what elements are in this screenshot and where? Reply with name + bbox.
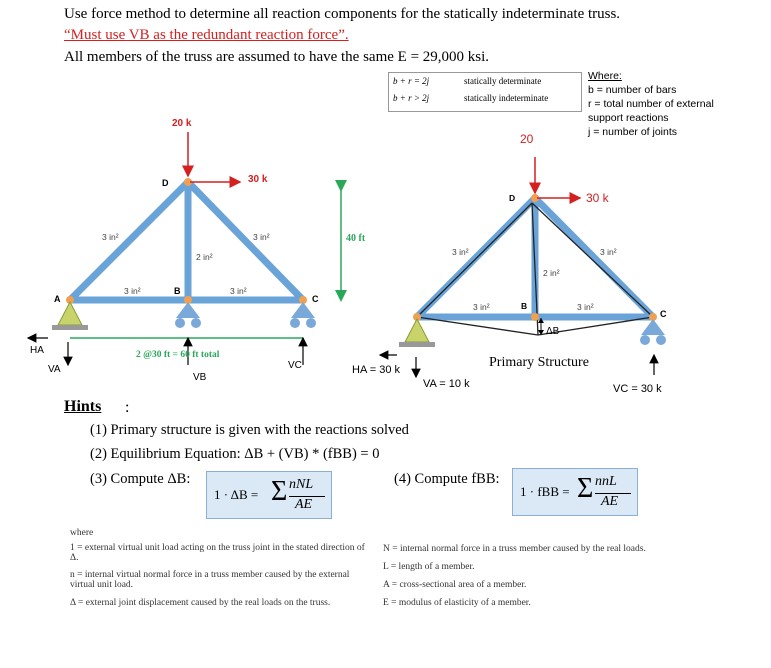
- formula1-denominator: AE: [295, 497, 313, 512]
- hint-item-4: (4) Compute fBB:: [394, 471, 500, 487]
- formula2-numerator: nnL: [595, 474, 617, 489]
- definition-delta: Δ = external joint displacement caused by the real loads on the truss.: [70, 598, 331, 608]
- span-label: 2 @30 ft = 60 ft total: [136, 350, 220, 360]
- hint-item-3: (3) Compute ΔB:: [90, 471, 191, 487]
- primary-reaction-label-VC: VC = 30 k: [613, 383, 662, 395]
- height-label: 40 ft: [346, 233, 366, 244]
- formula-box-f-BB: [512, 468, 638, 516]
- roller-wheel-B2: [191, 318, 201, 328]
- primary-node-label-D: D: [509, 193, 516, 203]
- reaction-label-VB: VB: [193, 372, 207, 383]
- primary-reaction-label-HA: HA = 30 k: [352, 364, 401, 376]
- primary-node-label-C: C: [660, 309, 667, 319]
- original-truss-diagram: [0, 110, 380, 390]
- primary-roller-wheel-C2: [656, 335, 666, 345]
- formula1-numerator: nNL: [289, 477, 314, 492]
- formula2-sum-sign: Σ: [577, 473, 594, 504]
- roller-support-C: [291, 302, 315, 318]
- roller-wheel-C1: [290, 318, 300, 328]
- where-line-r2: support reactions: [588, 112, 669, 124]
- determinate-equation: b + r = 2j: [393, 76, 430, 86]
- area-label-vertical: 2 in²: [196, 252, 213, 262]
- load-label-20k: 20 k: [172, 118, 192, 129]
- node-label-A: A: [54, 294, 61, 304]
- problem-statement-line3: All members of the truss are assumed to have the same E = 29,000 ksi.: [64, 49, 490, 65]
- determinate-label: statically determinate: [464, 76, 542, 86]
- primary-node-label-B: B: [521, 301, 528, 311]
- definition-L: L = length of a member.: [383, 562, 475, 572]
- primary-area-bottom-right: 3 in²: [577, 302, 594, 312]
- formula2-lhs: 1 · fBB =: [520, 484, 570, 499]
- indeterminate-equation: b + r > 2j: [393, 93, 430, 103]
- primary-joint-B: [531, 313, 539, 321]
- definitions-where: where: [70, 528, 94, 538]
- node-label-C: C: [312, 294, 319, 304]
- node-label-B: B: [174, 286, 181, 296]
- pin-support-A: [58, 302, 82, 325]
- definition-n: n = internal virtual normal force in a truss member caused by the external virtual unit load.: [70, 570, 350, 590]
- primary-ground-A: [399, 342, 435, 347]
- formula2-denominator: AE: [601, 494, 619, 509]
- area-label-left-diagonal: 3 in²: [102, 232, 119, 242]
- load-label-30k: 30 k: [248, 174, 268, 185]
- where-line-j: j = number of joints: [588, 126, 678, 138]
- ground-A: [52, 325, 88, 330]
- definition-unit-load: 1 = external virtual unit load acting on the truss joint in the stated direction of Δ.: [70, 543, 365, 563]
- where-line-b: b = number of bars: [588, 84, 677, 96]
- formula1-sum-sign: Σ: [271, 476, 288, 507]
- hints-title: Hints: [64, 398, 102, 415]
- area-label-bottom-left: 3 in²: [124, 286, 141, 296]
- primary-load-label-20: 20: [520, 132, 534, 146]
- primary-structure-title: Primary Structure: [489, 355, 589, 370]
- roller-wheel-B1: [175, 318, 185, 328]
- where-title: Where:: [588, 70, 622, 82]
- primary-roller-wheel-C1: [640, 335, 650, 345]
- hint-item-2: (2) Equilibrium Equation: ΔB + (VB) * (fBB) = 0: [90, 446, 380, 462]
- primary-area-left-diagonal: 3 in²: [452, 247, 469, 257]
- hint-item-1: (1) Primary structure is given with the reactions solved: [90, 422, 409, 438]
- primary-area-right-diagonal: 3 in²: [600, 247, 617, 257]
- problem-statement-line2: “Must use VB as the redundant reaction force”.: [64, 27, 349, 43]
- primary-area-bottom-left: 3 in²: [473, 302, 490, 312]
- primary-pin-support-A: [405, 319, 429, 342]
- reaction-label-VC: VC: [288, 360, 302, 371]
- where-line-r: r = total number of external: [588, 98, 714, 110]
- area-label-right-diagonal: 3 in²: [253, 232, 270, 242]
- primary-roller-support-C: [641, 319, 665, 335]
- roller-wheel-C2: [306, 318, 316, 328]
- primary-area-vertical: 2 in²: [543, 268, 560, 278]
- node-label-D: D: [162, 178, 169, 188]
- delta-B-label: ΔB: [546, 326, 560, 337]
- roller-support-B: [176, 302, 200, 318]
- reaction-label-HA: HA: [30, 345, 44, 356]
- primary-load-label-30k: 30 k: [586, 191, 609, 205]
- indeterminate-label: statically indeterminate: [464, 93, 549, 103]
- hints-colon: :: [125, 399, 130, 416]
- formula1-lhs: 1 · ΔB =: [214, 487, 259, 502]
- definition-A: A = cross-sectional area of a member.: [383, 580, 527, 590]
- reaction-label-VA: VA: [48, 364, 61, 375]
- primary-reaction-label-VA: VA = 10 k: [423, 378, 470, 390]
- formula-box-delta-B: [206, 471, 332, 519]
- definition-N: N = internal normal force in a truss member caused by the real loads.: [383, 544, 646, 554]
- definition-E: E = modulus of elasticity of a member.: [383, 598, 531, 608]
- problem-statement-line1: Use force method to determine all reaction components for the statically indeterminate truss.: [64, 6, 621, 22]
- area-label-bottom-right: 3 in²: [230, 286, 247, 296]
